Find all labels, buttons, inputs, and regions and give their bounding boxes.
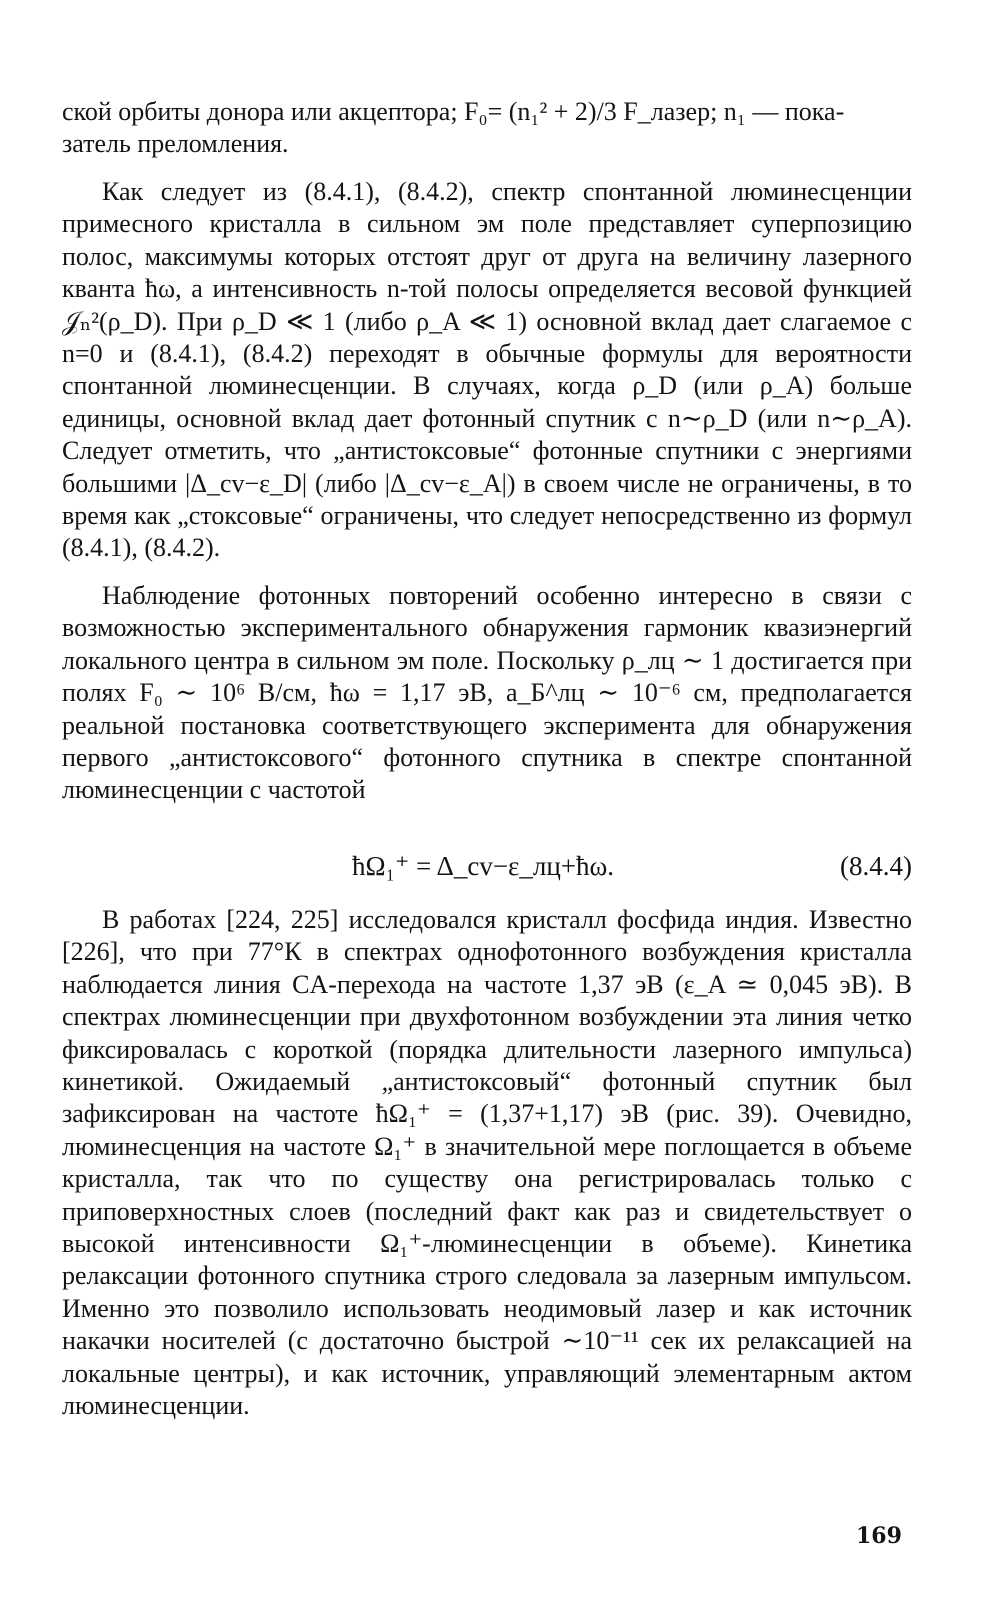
page-number: 169 [856, 1523, 902, 1549]
paragraph-1 [62, 176, 912, 565]
paragraph-3-text: В работах [224, 225] исследовался кристалл фосфида индия. Известно [226], что при 77°К в спектрах однофотонного возбуждения кристалла наблюдается линия CA-перехода на частоте 1,37 эВ (ε_A ≃ 0,045 эВ). В спектрах люминесценции при двухфотонном возбуждении эта линия четко фиксировалась с короткой (порядка длительности лазерного импульса) кинетикой. Ожидаемый „антистоксовый“ фотонный спутник был зафиксирован на частоте ħΩ₁⁺ = (1,37+1,17) эВ (рис. 39). Очевидно, люминесценция на частоте Ω₁⁺ в значительной мере поглощается в объеме кристалла, так что по существу она регистрировалась только с приповерхностных слоев (последний факт как раз и свидетельствует о высокой интенсивности Ω₁⁺-люминесценции в объеме). Кинетика релаксации фотонного спутника строго следовала за лазерным импульсом. Именно это позволило использовать неодимовый лазер и как источник накачки носителей (с достаточно быстрой ∼10⁻¹¹ сек их релаксацией на локальные центры), и как источник, управляющий элементарным актом люминесценции. [62, 905, 912, 1421]
paragraph-1-text: Как следует из (8.4.1), (8.4.2), спектр спонтанной люминесценции примесного кристалла в сильном эм поле представляет суперпозицию полос, максимумы которых отстоят друг от друга на величину лазерного кванта ħω, а интенсивность n-той полосы определяется весовой функцией 𝒥ₙ²(ρ_D). При ρ_D ≪ 1 (либо ρ_A ≪ 1) основной вклад дает слагаемое с n=0 и (8.4.1), (8.4.2) переходят в обычные формулы для вероятности спонтанной люминесценции. В случаях, когда ρ_D (или ρ_A) больше единицы, основной вклад дает фотонный спутник с n∼ρ_D (или n∼ρ_A). Следует отметить, что „антистоксовые“ фотонные спутники с энергиями большими |Δ_cv−ε_D| (либо |Δ_cv−ε_A|) в своем числе не ограничены, в то время как „стоксовые“ ограничены, что следует непосредственно из формул (8.4.1), (8.4.2). [62, 177, 912, 563]
paragraph-3 [62, 904, 912, 1423]
equation-expression: ħΩ₁⁺ = Δ_cv−ε_лц+ħω. [352, 851, 615, 881]
top-continuation [62, 96, 912, 161]
paragraph-2-text: Наблюдение фотонных повторений особенно интересно в связи с возможностью экспериментального обнаружения гармоник квазиэнергий локального центра в сильном эм поле. Поскольку ρ_лц ∼ 1 достигается при полях F₀ ∼ 10⁶ В/см, ħω = 1,17 эВ, a_Б^лц ∼ 10⁻⁶ см, предполагается реальной постановка соответствующего эксперимента для обнаружения первого „антистоксового“ фотонного спутника в спектре спонтанной люминесценции с частотой [62, 581, 912, 805]
paragraph-2 [62, 580, 912, 807]
top-line-2: затель преломления. [62, 129, 289, 159]
equation-number: (8.4.4) [840, 851, 912, 881]
top-line-1: ской орбиты донора или акцептора; F₀= (n₁² + 2)/3 F_лазер; n₁ — пока- [62, 97, 845, 126]
equation-8-4-4 [62, 848, 912, 884]
